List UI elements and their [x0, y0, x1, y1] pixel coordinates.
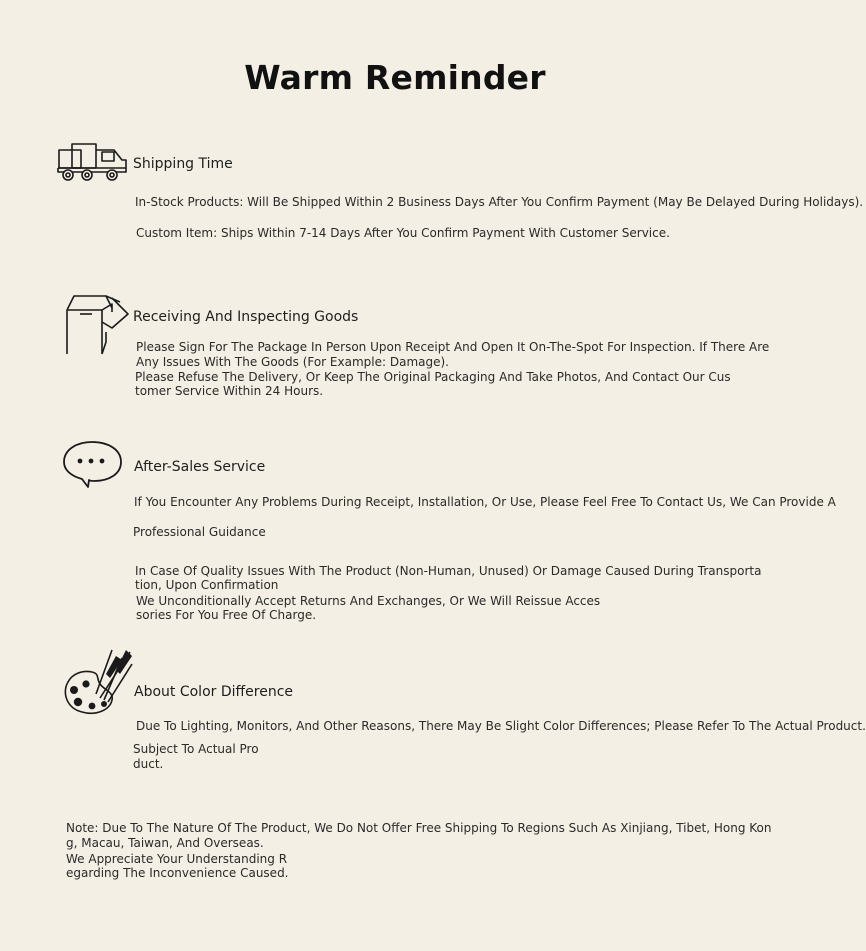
chat-bubble-icon: [62, 440, 124, 490]
color-heading: About Color Difference: [134, 684, 294, 700]
shipping-heading: Shipping Time: [133, 156, 233, 172]
note-line: egarding The Inconvenience Caused.: [66, 866, 289, 880]
shipping-line: In-Stock Products: Will Be Shipped Within 2 Business Days After You Confirm Payment (May Be Delayed During Holidays).: [135, 195, 864, 209]
note-line: Note: Due To The Nature Of The Product, We Do Not Offer Free Shipping To Regions Such As Xinjiang, Tibet, Hong Kon: [66, 821, 772, 835]
color-line: duct.: [133, 757, 164, 771]
color-line: Due To Lighting, Monitors, And Other Reasons, There May Be Slight Color Differences; Please Refer To The Actual Product.: [136, 719, 866, 733]
after-sales-line: If You Encounter Any Problems During Receipt, Installation, Or Use, Please Feel Free To Contact Us, We Can Provide A: [134, 495, 836, 509]
page-title: Warm Reminder: [244, 58, 546, 97]
color-line: Subject To Actual Pro: [133, 742, 259, 756]
after-sales-heading: After-Sales Service: [134, 459, 266, 475]
box-icon: [62, 292, 132, 358]
paint-palette-icon: [60, 648, 134, 720]
after-sales-line: We Unconditionally Accept Returns And Exchanges, Or We Will Reissue Acces: [136, 594, 601, 608]
after-sales-line: Professional Guidance: [133, 525, 266, 539]
note-line: We Appreciate Your Understanding R: [66, 852, 288, 866]
receiving-line: Any Issues With The Goods (For Example: Damage).: [136, 355, 449, 369]
after-sales-line: In Case Of Quality Issues With The Product (Non-Human, Unused) Or Damage Caused During Transporta: [135, 564, 762, 578]
truck-icon: [56, 140, 132, 184]
shipping-line: Custom Item: Ships Within 7-14 Days After You Confirm Payment With Customer Service.: [136, 226, 670, 240]
receiving-line: Please Sign For The Package In Person Upon Receipt And Open It On-The-Spot For Inspection. If There Are: [136, 340, 770, 354]
receiving-line: tomer Service Within 24 Hours.: [135, 384, 324, 398]
receiving-line: Please Refuse The Delivery, Or Keep The Original Packaging And Take Photos, And Contact Our Cus: [135, 370, 731, 384]
receiving-heading: Receiving And Inspecting Goods: [133, 309, 359, 325]
note-line: g, Macau, Taiwan, And Overseas.: [66, 836, 264, 850]
after-sales-line: sories For You Free Of Charge.: [136, 608, 317, 622]
after-sales-line: tion, Upon Confirmation: [135, 578, 279, 592]
